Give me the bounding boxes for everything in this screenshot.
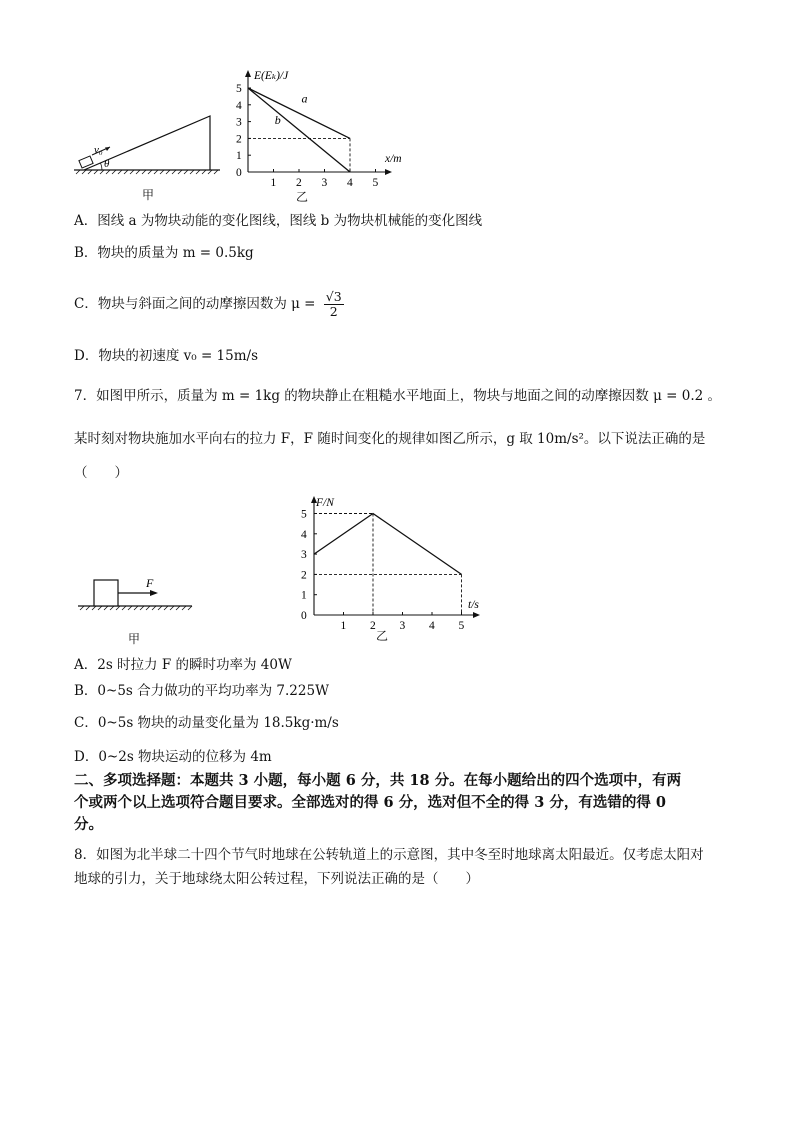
force-label: F	[146, 576, 154, 590]
x-tick-label: 2	[296, 177, 302, 189]
fig1-yi-label: 乙	[296, 190, 309, 204]
series-label-b: b	[274, 113, 281, 128]
y-tick-label: 2	[236, 133, 242, 146]
fig2-yi-label: 乙	[376, 629, 389, 643]
q6-option-a: A．图线 a 为物块动能的变化图线，图线 b 为物块机械能的变化图线	[74, 213, 483, 229]
x-axis-arrow	[473, 612, 480, 618]
y-tick-label: 0	[236, 167, 242, 179]
x-axis-label: t/s	[468, 599, 479, 611]
force-time-chart	[292, 490, 492, 630]
x-tick-label: 5	[458, 620, 465, 630]
q7-option-b: B．0~5s 合力做功的平均功率为 7.225W	[74, 683, 329, 699]
q6-option-d: D．物块的初速度 v₀ = 15m/s	[74, 348, 259, 364]
q6-option-b: B．物块的质量为 m = 0.5kg	[74, 245, 254, 261]
mu-fraction-denominator: 2	[329, 304, 338, 319]
y-tick-label: 4	[236, 99, 242, 112]
y-axis-label: F/N	[316, 497, 334, 509]
x-tick-label: 3	[321, 177, 328, 189]
x-tick-label: 2	[370, 620, 376, 630]
y-tick-label: 5	[236, 83, 242, 95]
q6-option-c	[74, 284, 344, 324]
y-tick-label: 3	[236, 116, 242, 129]
q7-option-a: A．2s 时拉力 F 的瞬时功率为 40W	[74, 657, 292, 673]
x-tick-label: 1	[340, 620, 347, 630]
x-tick-label: 3	[399, 620, 406, 630]
y-axis-arrow	[245, 70, 251, 77]
theta-label: θ	[104, 158, 110, 170]
series-line-b	[248, 88, 350, 172]
y-tick-label: 0	[301, 610, 307, 622]
y-axis-label: E(Eₖ)/J	[254, 70, 289, 82]
section2-heading	[74, 770, 724, 836]
y-tick-label: 2	[301, 569, 307, 582]
series-label-a: a	[301, 91, 308, 106]
x-axis-label: x/m	[385, 153, 402, 165]
fig2-jia-label: 甲	[128, 632, 141, 646]
block	[94, 580, 118, 606]
q7-option-c: C．0~5s 物块的动量变化量为 18.5kg·m/s	[74, 715, 339, 731]
y-tick-label: 4	[301, 528, 307, 541]
mu-fraction	[324, 290, 344, 319]
section2-heading-line1: 二、多项选择题：本题共 3 小题，每小题 6 分，共 18 分。在每小题给出的四个选项中，有两	[74, 772, 682, 789]
x-tick-label: 4	[347, 177, 353, 189]
block-force-diagram	[76, 570, 196, 622]
incline-diagram	[70, 108, 230, 183]
q8-stem-line2: 地球的引力，关于地球绕太阳公转过程，下列说法正确的是（ ）	[74, 871, 479, 887]
q7-option-d: D．0~2s 物块运动的位移为 4m	[74, 749, 272, 765]
y-tick-label: 5	[301, 508, 307, 521]
mu-fraction-numerator: √3	[325, 289, 342, 304]
fig1-jia-label: 甲	[142, 188, 155, 202]
y-tick-label: 1	[236, 150, 242, 163]
x-axis-arrow	[385, 169, 392, 175]
q8-stem-line1: 8．如图为北半球二十四个节气时地球在公转轨道上的示意图，其中冬至时地球离太阳最近。仅考虑太阳对	[74, 847, 704, 863]
v0-label: v₀	[94, 144, 103, 156]
q6-option-c-text: C．物块与斜面之间的动摩擦因数为 μ =	[74, 296, 316, 312]
series-line-force	[314, 514, 462, 575]
q7-stem-line1: 7．如图甲所示，质量为 m = 1kg 的物块静止在粗糙水平地面上，物块与地面之间的动摩擦因数 μ = 0.2 。	[74, 388, 721, 404]
x-tick-label: 1	[270, 177, 277, 189]
y-tick-label: 3	[301, 549, 307, 562]
q7-answer-paren: （ ）	[74, 465, 128, 481]
x-tick-label: 5	[372, 177, 379, 189]
q7-stem-line2: 某时刻对物块施加水平向右的拉力 F，F 随时间变化的规律如图乙所示，g 取 10m/s²。以下说法正确的是	[74, 431, 706, 447]
x-tick-label: 4	[429, 620, 435, 630]
y-tick-label: 1	[301, 589, 307, 602]
section2-heading-line3: 分。	[74, 816, 103, 833]
energy-displacement-chart	[228, 66, 408, 190]
section2-heading-line2: 个或两个以上选项符合题目要求。全部选对的得 6 分，选对但不全的得 3 分，有选错的得 0	[74, 794, 667, 811]
